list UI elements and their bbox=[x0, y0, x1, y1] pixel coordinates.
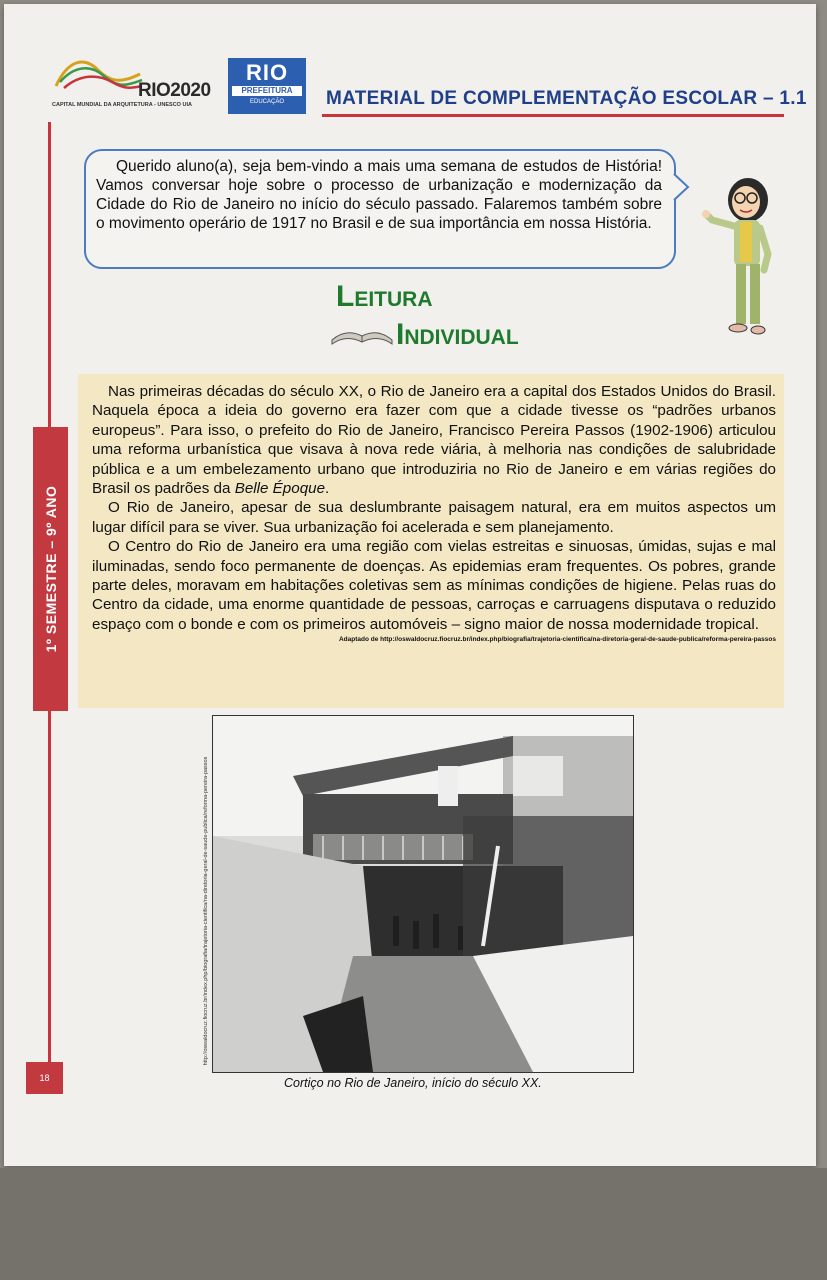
photo-caption: Cortiço no Rio de Janeiro, início do século XX. bbox=[284, 1076, 542, 1090]
prefeitura-rio-word: RIO bbox=[245, 60, 289, 85]
semester-label: 1º SEMESTRE – 9º ANO bbox=[42, 485, 59, 653]
prefeitura-logo bbox=[228, 58, 306, 114]
semester-band bbox=[33, 427, 68, 711]
heading-line-1: Leitura bbox=[336, 280, 433, 313]
speech-bubble-tail bbox=[668, 172, 690, 202]
rio2020-wave-icon bbox=[54, 52, 144, 92]
photo-source-url: http://oswaldocruz.fiocruz.br/index.php/biografia/trajetoria-cientifica/na-diretoria-geral-de-saude-publica/reforma-pereira-passos bbox=[203, 756, 209, 1066]
bubble-text: Querido aluno(a), seja bem-vindo a mais uma semana de estudos de História! Vamos conversar hoje sobre o processo de urbanização e modernização da Cidade do Rio de Janeiro no início do século passado. Falaremos também sobre o movimento operário de 1917 no Brasil e de sua importância em nossa História. bbox=[96, 158, 662, 232]
reading-source: Adaptado de http://oswaldocruz.fiocruz.br/index.php/biografia/trajetoria-cientifica/na-diretoria-geral-de-saude-publica/reforma-pereira-passos bbox=[338, 636, 776, 644]
speech-bubble bbox=[84, 149, 676, 269]
reading-paragraph-2: O Rio de Janeiro, apesar de sua deslumbrante paisagem natural, era em muitos aspectos um lugar difícil para se viver. Sua urbanização foi acelerada e sem planejamento. bbox=[92, 499, 776, 536]
leitura-individual-heading bbox=[330, 280, 560, 360]
teacher-character-icon bbox=[700, 174, 780, 342]
page-number: 18 bbox=[26, 1062, 63, 1094]
reading-paragraph-1: Nas primeiras décadas do século XX, o Rio de Janeiro era a capital dos Estados Unidos do Brasil. Naquela época a ideia do governo era fazer com que a cidade tivesse os “padrões urbanos europeus”. Para isso, o prefeito do Rio de Janeiro, Francisco Pereira Passos (1902-1906) articulou uma reforma urbanística que visava à nova rede viária, à melhoria nas condições de salubridade pública e a um embelezamento urbano que introduziria no Rio de Janeiro e em várias regiões do Brasil os padrões da Belle Époque. bbox=[92, 383, 776, 498]
header-rule bbox=[322, 114, 784, 117]
background-surface bbox=[0, 1168, 827, 1280]
reading-paragraph-3: O Centro do Rio de Janeiro era uma região com vielas estreitas e sinuosas, úmidas, sujas e mal iluminadas, sendo foco permanente de doenças. As epidemias eram frequentes. Os pobres, grande parte deles, moravam em habitações coletivas sem as mínimas condições de higiene. Pelas ruas do Centro da cidade, uma enorme quantidade de pessoas, carroças e carruagens disputava o reduzido espaço com o bonde e com os primeiros automóveis – signo maior de nossa modernidade tropical. bbox=[92, 538, 776, 633]
rio2020-caption: CAPITAL MUNDIAL DA ARQUITETURA - UNESCO UIA bbox=[52, 102, 192, 108]
rio2020-wordmark: RIO2020 bbox=[138, 80, 211, 101]
header-title: MATERIAL DE COMPLEMENTAÇÃO ESCOLAR – 1.1 bbox=[326, 88, 807, 109]
prefeitura-sub: EDUCAÇÃO bbox=[249, 99, 284, 105]
rio2020-logo bbox=[50, 52, 220, 114]
book-icon bbox=[330, 320, 394, 348]
cortico-photo-image bbox=[213, 716, 633, 1072]
reading-box bbox=[78, 374, 784, 708]
historic-photo bbox=[212, 715, 634, 1073]
document-page bbox=[4, 4, 816, 1166]
prefeitura-label: PREFEITURA bbox=[232, 86, 302, 96]
heading-line-2: Individual bbox=[396, 318, 519, 351]
belle-epoque-term: Belle Époque bbox=[234, 480, 326, 498]
